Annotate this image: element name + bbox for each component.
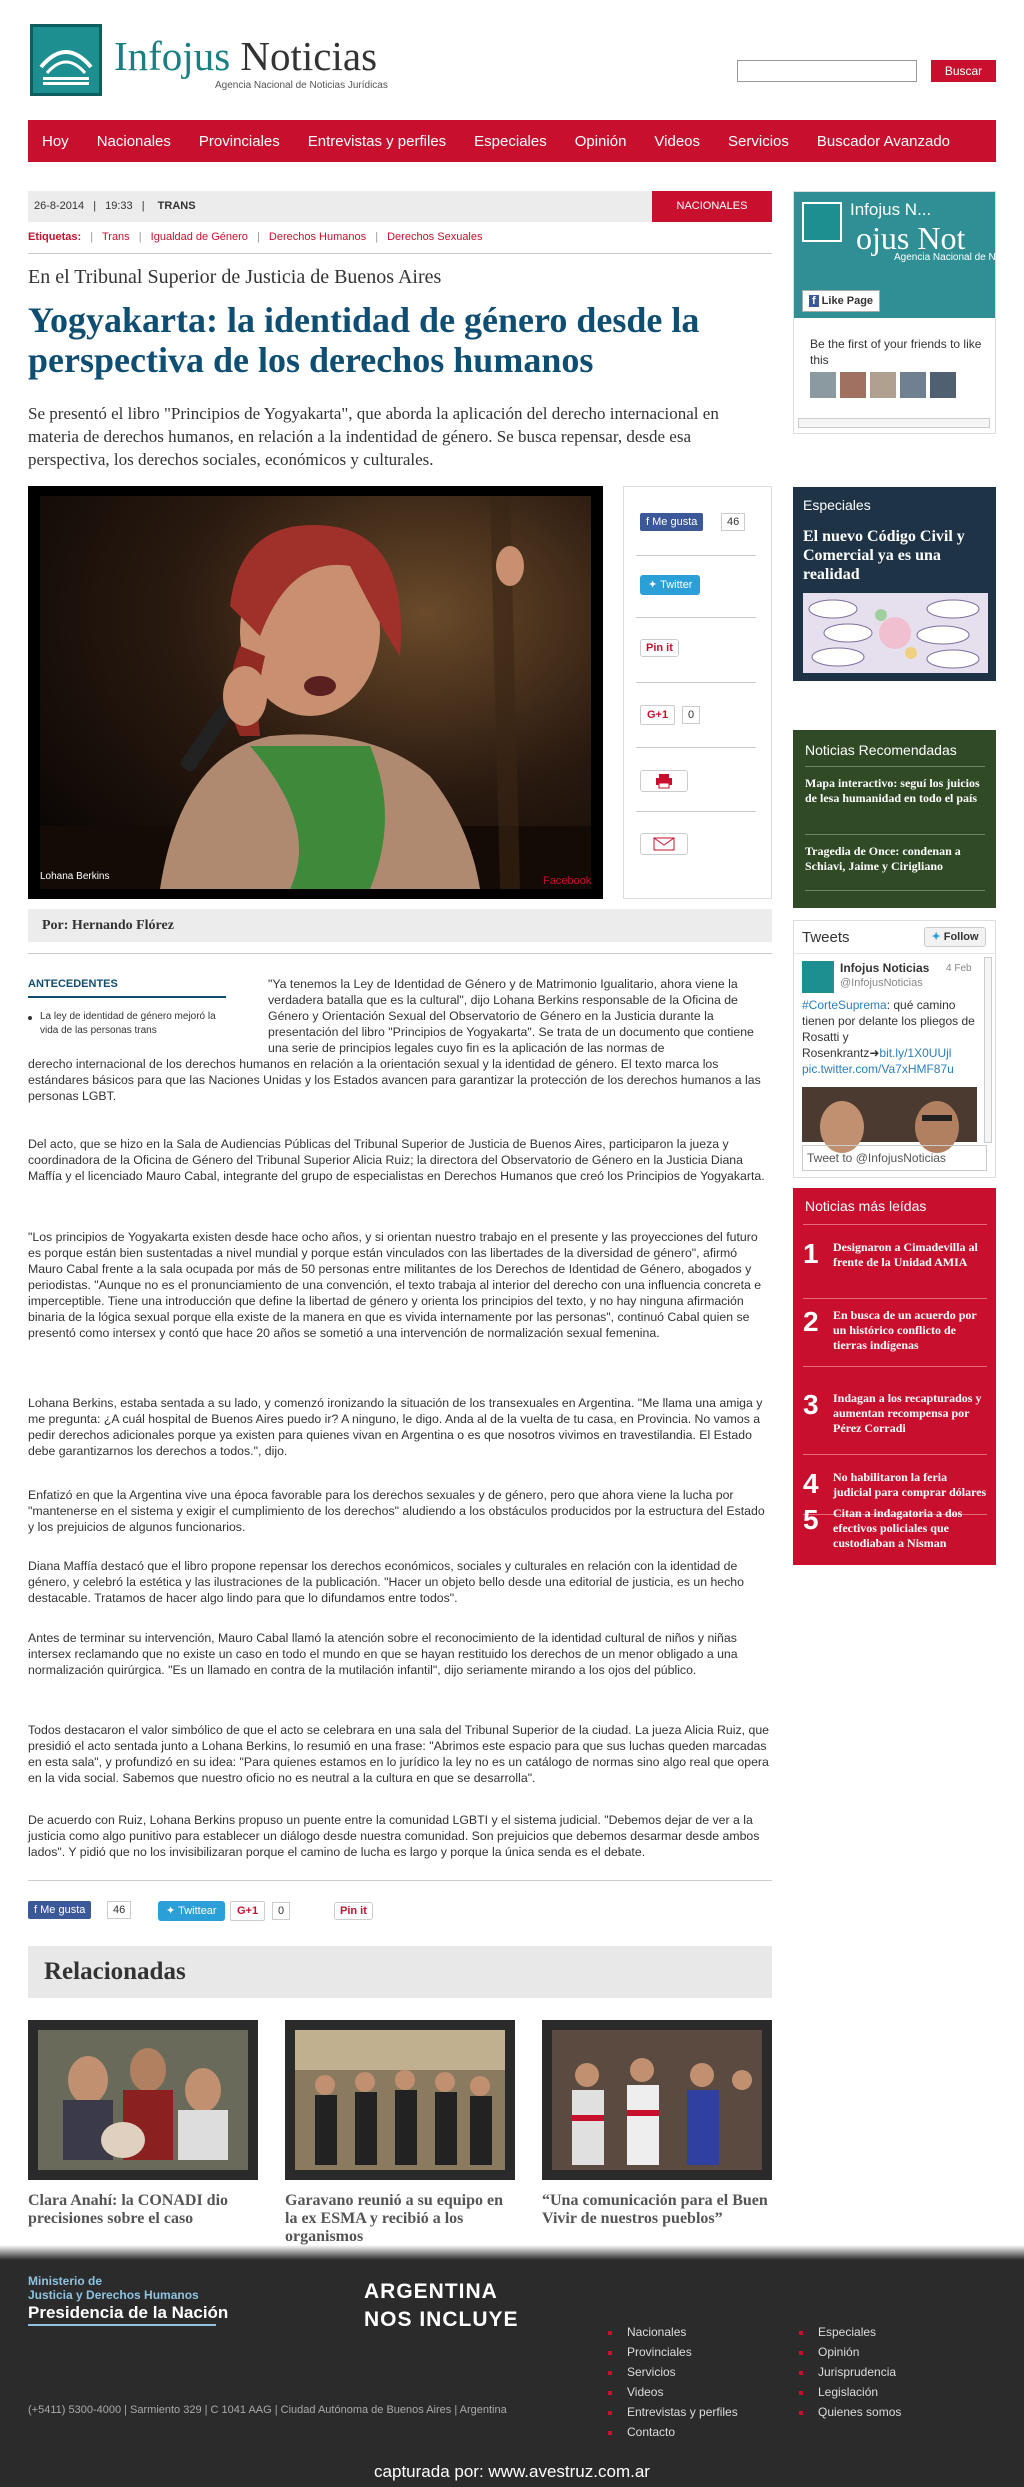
article-paragraph-4: Lohana Berkins, estaba sentada a su lado, y comenzó ironizando la situación de los transexuales en Argentina. "Me llama una amiga y me pregunta: ¿A cuál hospital de Buenos Aires puedo ir? A ninguno, le digo. Anda al de la vuelta de tu casa, en Provincia. No vamos a pedir derechos adicionales porque ya existen para quienes vivan en Argentina o es que nosotros vivimos en travestilandia. El Estado debe garantizarnos los derechos a todos.", dijo. bbox=[28, 1396, 763, 1458]
bullet-icon bbox=[799, 2351, 803, 2355]
footer-presidencia-underline bbox=[28, 2324, 216, 2326]
site-subtitle: Agencia Nacional de Noticias Jurídicas bbox=[215, 80, 388, 91]
section-badge[interactable]: NACIONALES bbox=[652, 191, 772, 222]
nav-item-hoy[interactable]: Hoy bbox=[42, 132, 69, 150]
mas-leida-item-4[interactable]: No habilitaron la feria judicial para comprar dólares bbox=[833, 1470, 987, 1499]
especiales-headline[interactable]: El nuevo Código Civil y Comercial ya es una realidad bbox=[803, 528, 965, 583]
nav-item-buscador[interactable]: Buscador Avanzado bbox=[816, 132, 951, 150]
facebook-like-label: Me gusta bbox=[40, 1904, 86, 1916]
footer-link-entrevistas[interactable]: Entrevistas y perfiles bbox=[627, 2405, 738, 2419]
tweet-author-avatar[interactable] bbox=[802, 961, 834, 993]
recomendada-item-1[interactable]: Mapa interactivo: seguí los juicios de lesa humanidad en todo el país bbox=[805, 776, 980, 805]
meta-separator: | bbox=[141, 200, 145, 212]
tweet-body: : qué camino tienen por delante los pliegos de Rosatti y Rosenkrantz➜ bbox=[802, 998, 975, 1060]
antecedentes-title: ANTECEDENTES bbox=[28, 978, 118, 990]
article-meta bbox=[28, 191, 652, 222]
divider bbox=[636, 682, 756, 683]
bullet-icon bbox=[799, 2391, 803, 2395]
google-plus-count: 0 bbox=[682, 706, 700, 724]
meta-separator: | bbox=[93, 200, 97, 212]
tag-separator: | bbox=[375, 231, 379, 243]
bullet-icon bbox=[608, 2371, 612, 2375]
facebook-icon: f bbox=[809, 295, 819, 307]
bullet-icon bbox=[799, 2411, 803, 2415]
article-paragraph-1: "Ya tenemos la Ley de Identidad de Género y de Matrimonio Igualitario, ahora viene la verdadera batalla que es la cultural", dijo Lohana Berkins responsable de la Oficina de Género y Orientación Sexual del Observatorio de Género en la Justicia durante la presentación del libro "Principios de Yogyakarta". Se trata de un documento que contiene una serie de principios legales cuyo fin es la aplicación de las normas de bbox=[268, 977, 754, 1055]
bullet-icon bbox=[608, 2411, 612, 2415]
related-image-1[interactable] bbox=[28, 2020, 258, 2180]
horizontal-scrollbar[interactable] bbox=[798, 418, 990, 428]
photo-illustration bbox=[40, 496, 591, 889]
facebook-page-avatar bbox=[802, 202, 842, 242]
twitter-icon: ✦ bbox=[931, 931, 944, 943]
nav-item-opinion[interactable]: Opinión bbox=[574, 132, 627, 150]
bullet-icon bbox=[608, 2431, 612, 2435]
divider bbox=[28, 953, 772, 954]
article-kicker: En el Tribunal Superior de Justicia de Buenos Aires bbox=[28, 266, 442, 288]
article-paragraph-8: Todos destacaron el valor simbólico de que el acto se celebrara en una sala del Tribunal Superior de la ciudad. La jueza Alicia Ruiz, que presidió el acto sentada junto a Lohana Berkins, lo resumió en una frase: "Abrimos este espacio para que sus luchas queden marcadas en esta sala", y profundizó en su idea: "Para quienes estamos en lo jurídico la ley no es un catálogo de normas sino algo real que opera en la vida social. Sabemos que nuestro oficio no es neutral a la cultura en que se desarrolla". bbox=[28, 1723, 769, 1785]
bullet-icon bbox=[608, 2351, 612, 2355]
tweet-link[interactable]: bit.ly/1X0UUjl bbox=[879, 1046, 952, 1060]
bullet-icon bbox=[799, 2371, 803, 2375]
related-image-3[interactable] bbox=[542, 2020, 772, 2180]
especiales-image[interactable] bbox=[803, 593, 988, 673]
tweet-author-handle[interactable]: @InfojusNoticias bbox=[840, 977, 923, 989]
pinterest-button-bottom[interactable]: Pin it bbox=[334, 1902, 373, 1920]
tweet-text bbox=[802, 997, 977, 1077]
tweet-media-link[interactable]: pic.twitter.com/Va7xHMF87u bbox=[802, 1062, 954, 1076]
facebook-page-name: Infojus N... bbox=[850, 200, 932, 219]
recomendadas-title: Noticias Recomendadas bbox=[805, 742, 957, 758]
divider bbox=[803, 1454, 987, 1455]
facebook-cover[interactable] bbox=[794, 192, 1007, 318]
tweet-to-input[interactable]: Tweet to @InfojusNoticias bbox=[802, 1145, 987, 1171]
mas-leida-item-1[interactable]: Designaron a Cimadevilla al frente de la Unidad AMIA bbox=[833, 1240, 978, 1269]
article-date: 26-8-2014 bbox=[34, 200, 85, 212]
relacionadas-title: Relacionadas bbox=[28, 1946, 772, 1998]
article-paragraph-3: "Los principios de Yogyakarta existen desde hace ocho años, y si orientan nuestro trabajo en el presente y las proyecciones del futuro es porque están bien sustentadas a nivel mundial y porque están vinculados con las libertades de la diversidad de género", afirmó Mauro Cabal frente a la sala ocupada por más de 50 personas entre militantes de los Derechos de Identidad de Género, abogados y periodistas. "Aunque no es el pronunciamiento de una convención, el texto trabaja al interior del derecho con una influencia concreta e imperceptible. Tiene una introducción que define la libertad de género y orienta los principios del texto, y no hay ninguna afirmación binaria de la lógica sexual porque ella existe de la manera en que es vivida internamente por las personas", continuó Cabal quien se presentó como intersex y contó que hace 20 años se sometió a una intervención de normalización sexual femenina. bbox=[28, 1230, 762, 1340]
divider bbox=[636, 555, 756, 556]
footer-link-contacto[interactable]: Contacto bbox=[627, 2425, 676, 2439]
divider bbox=[805, 834, 985, 835]
recomendada-item-2[interactable]: Tragedia de Once: condenan a Schiavi, Jaime y Cirigliano bbox=[805, 844, 961, 873]
facebook-cover-text: ojus Not bbox=[856, 220, 966, 256]
facebook-like-page-label: Like Page bbox=[821, 295, 874, 307]
tag-separator: | bbox=[138, 231, 142, 243]
facebook-like-label: Me gusta bbox=[652, 516, 698, 528]
mail-icon bbox=[653, 837, 675, 851]
footer-link-quienes-somos[interactable]: Quienes somos bbox=[818, 2405, 902, 2419]
capture-watermark: capturada por: www.avestruz.com.ar bbox=[374, 2462, 650, 2481]
bullet-icon bbox=[608, 2331, 612, 2335]
tag-separator: | bbox=[90, 231, 94, 243]
article-paragraph-5: Enfatizó en que la Argentina vive una época favorable para los derechos sexuales y de género, pero que ahora viene la lucha por "mantenerse en el sistema y exigir el cumplimiento de los derechos" aludiendo a los obstáculos producidos por la estructura del Estado y los prejuicios de algunos funcionarios. bbox=[28, 1488, 765, 1534]
footer-link-nacionales[interactable]: Nacionales bbox=[627, 2325, 687, 2339]
divider bbox=[803, 1298, 987, 1299]
footer-link-especiales[interactable]: Especiales bbox=[818, 2325, 877, 2339]
footer-link-jurisprudencia[interactable]: Jurisprudencia bbox=[818, 2365, 897, 2379]
rank-number: 1 bbox=[803, 1238, 819, 1269]
divider bbox=[794, 953, 995, 954]
antecedentes-link[interactable]: La ley de identidad de género mejoró la vida de las personas trans bbox=[40, 1011, 216, 1036]
article-photo bbox=[28, 486, 603, 899]
rank-number: 3 bbox=[803, 1389, 819, 1420]
tweets-title: Tweets bbox=[802, 929, 850, 946]
site-name[interactable]: Infojus Noticias bbox=[114, 33, 378, 79]
twitter-follow-label: Follow bbox=[943, 931, 979, 943]
facebook-cover-subtitle: Agencia Nacional de Noti bbox=[894, 252, 1007, 263]
footer-link-servicios[interactable]: Servicios bbox=[627, 2365, 676, 2379]
print-button[interactable] bbox=[640, 770, 688, 792]
facebook-like-count: 46 bbox=[721, 513, 745, 531]
friend-avatar[interactable] bbox=[900, 372, 926, 398]
divider bbox=[636, 617, 756, 618]
nav-item-provinciales[interactable]: Provinciales bbox=[198, 132, 280, 150]
article-category[interactable]: TRANS bbox=[157, 200, 196, 212]
nav-item-especiales[interactable]: Especiales bbox=[474, 132, 547, 150]
rank-number: 5 bbox=[803, 1504, 819, 1535]
vertical-scrollbar[interactable] bbox=[984, 957, 992, 1143]
twitter-widget bbox=[793, 920, 996, 1178]
divider bbox=[28, 253, 772, 254]
recomendadas-widget bbox=[793, 730, 996, 908]
friend-avatar[interactable] bbox=[840, 372, 866, 398]
tweet-date[interactable]: 4 Feb bbox=[946, 963, 972, 974]
article-paragraph-2: Del acto, que se hizo en la Sala de Audiencias Públicas del Tribunal Superior de Justicia de Buenos Aires, participaron la jueza y coordinadora de la Oficina de Género del Tribunal Superior Alicia Ruiz; la directora del Observatorio de Género en la Justicia Diana Maffía y el licenciado Mauro Cabal, integrante del grupo de especialistas en Derechos Humanos que creó los Principios de Yogyakarta. bbox=[28, 1137, 765, 1183]
search-button[interactable]: Buscar bbox=[931, 60, 996, 82]
tag-igualdad-genero[interactable]: Igualdad de Género bbox=[150, 231, 248, 243]
nav-item-nacionales[interactable]: Nacionales bbox=[96, 132, 171, 150]
mas-leidas-widget bbox=[793, 1188, 996, 1565]
nav-item-entrevistas[interactable]: Entrevistas y perfiles bbox=[307, 132, 447, 150]
google-plus-button[interactable]: G+1 bbox=[640, 705, 675, 725]
divider bbox=[805, 890, 985, 891]
tag-trans[interactable]: Trans bbox=[101, 231, 130, 243]
twitter-share-button[interactable] bbox=[640, 575, 700, 595]
tag-separator: | bbox=[256, 231, 260, 243]
mas-leida-item-3[interactable]: Indagan a los recapturados y aumentan recompensa por Pérez Corradi bbox=[833, 1391, 982, 1435]
tags-row bbox=[28, 231, 483, 243]
footer-address: (+5411) 5300-4000 | Sarmiento 329 | C 1041 AAG | Ciudad Autónoma de Buenos Aires | Argentina bbox=[28, 2404, 507, 2416]
divider bbox=[805, 766, 985, 767]
related-title-2[interactable]: Garavano reunió a su equipo en la ex ESMA y recibió a los organismos bbox=[285, 2192, 503, 2245]
especiales-title: Especiales bbox=[803, 497, 871, 513]
friend-avatar[interactable] bbox=[870, 372, 896, 398]
twitter-icon: ✦ bbox=[166, 1905, 179, 1917]
google-plus-button-bottom[interactable]: G+1 bbox=[230, 1901, 265, 1921]
print-icon bbox=[654, 774, 674, 788]
divider bbox=[28, 1880, 772, 1881]
article-author: Por: Hernando Flórez bbox=[28, 909, 772, 942]
facebook-page-widget bbox=[793, 191, 1007, 434]
bullet-icon bbox=[608, 2391, 612, 2395]
nav-item-videos[interactable]: Videos bbox=[654, 132, 701, 150]
facebook-like-button[interactable] bbox=[640, 513, 703, 531]
article-paragraph-7: Antes de terminar su intervención, Mauro Cabal llamó la atención sobre el reconocimiento de la identidad cultural de niños y niñas intersex reclamando que no existe un caso en todo el mundo en que se hayan restituido los derechos de un menor obligado a una normalización quirúrgica. "Es un llamado en contra de la mutilación infantil", dijo seriamente mirando a los ojos del público. bbox=[28, 1631, 738, 1677]
especiales-widget bbox=[793, 487, 996, 681]
footer-presidencia[interactable]: Presidencia de la Nación bbox=[28, 2303, 229, 2322]
tags-label: Etiquetas: bbox=[28, 231, 82, 243]
facebook-icon: f bbox=[646, 516, 653, 528]
twitter-icon: ✦ bbox=[648, 579, 661, 591]
twitter-share-label: Twittear bbox=[178, 1905, 217, 1917]
facebook-like-count: 46 bbox=[107, 1901, 131, 1919]
site-logo[interactable] bbox=[30, 24, 102, 96]
twitter-follow-button[interactable] bbox=[924, 927, 986, 947]
photo-credit[interactable]: Facebook bbox=[543, 875, 592, 887]
search-input[interactable] bbox=[737, 60, 917, 82]
facebook-like-button-bottom[interactable] bbox=[28, 1901, 91, 1919]
divider bbox=[636, 747, 756, 748]
tweet-author-name[interactable]: Infojus Noticias bbox=[840, 961, 930, 975]
facebook-icon: f bbox=[34, 1904, 41, 1916]
twitter-share-button-bottom[interactable] bbox=[158, 1901, 225, 1921]
argentina-logo-line1: ARGENTINA bbox=[364, 2280, 498, 2303]
bullet-icon bbox=[799, 2331, 803, 2335]
email-button[interactable] bbox=[640, 833, 688, 855]
footer-link-provinciales[interactable]: Provinciales bbox=[627, 2345, 692, 2359]
article-headline: Yogyakarta: la identidad de género desde la perspectiva de los derechos humanos bbox=[28, 300, 700, 380]
ministerio-line2: Justicia y Derechos Humanos bbox=[28, 2288, 199, 2302]
mas-leida-item-5[interactable]: Citan a indagatoria a dos efectivos policiales que custodiaban a Nisman bbox=[833, 1506, 963, 1550]
related-title-3[interactable]: “Una comunicación para el Buen Vivir de nuestros pueblos” bbox=[542, 2192, 768, 2227]
tweet-image[interactable] bbox=[802, 1087, 977, 1142]
nav-item-servicios[interactable]: Servicios bbox=[728, 132, 789, 150]
related-title-1[interactable]: Clara Anahí: la CONADI dio precisiones sobre el caso bbox=[28, 2192, 229, 2227]
twitter-share-label: Twitter bbox=[660, 579, 693, 591]
bullet-icon bbox=[28, 1016, 32, 1020]
footer-link-videos[interactable]: Videos bbox=[627, 2385, 664, 2399]
mas-leida-item-2[interactable]: En busca de un acuerdo por un histórico conflicto de tierras indígenas bbox=[833, 1308, 977, 1352]
footer-link-legislacion[interactable]: Legislación bbox=[818, 2385, 879, 2399]
google-plus-count: 0 bbox=[272, 1902, 290, 1920]
friend-avatar[interactable] bbox=[930, 372, 956, 398]
tag-derechos-sexuales[interactable]: Derechos Sexuales bbox=[387, 231, 483, 243]
footer-link-opinion[interactable]: Opinión bbox=[818, 2345, 860, 2359]
divider bbox=[636, 811, 756, 812]
rank-number: 4 bbox=[803, 1468, 819, 1499]
share-panel bbox=[623, 486, 772, 899]
divider bbox=[803, 1366, 987, 1367]
article-paragraph-1-cont: derecho internacional de los derechos humanos en relación a la orientación sexual y la identidad de género. El texto marca los estándares básicos para que las Naciones Unidas y los Estados avancen para garantizar la protección de los derechos humanos a las personas LGBT. bbox=[28, 1057, 761, 1103]
article-time: 19:33 bbox=[105, 200, 133, 212]
divider bbox=[803, 1224, 987, 1225]
ministerio-line1: Ministerio de bbox=[28, 2274, 103, 2288]
pinterest-button[interactable]: Pin it bbox=[640, 639, 679, 657]
main-nav bbox=[28, 120, 996, 162]
facebook-first-friend-text: Be the first of your friends to like this bbox=[810, 337, 982, 367]
photo-caption: Lohana Berkins bbox=[40, 871, 110, 882]
rank-number: 2 bbox=[803, 1306, 819, 1337]
footer-ministerio[interactable] bbox=[28, 2274, 199, 2302]
mas-leidas-title: Noticias más leídas bbox=[805, 1198, 927, 1214]
footer-fade bbox=[0, 2245, 1024, 2260]
friend-avatar[interactable] bbox=[810, 372, 836, 398]
tweet-hashtag[interactable]: #CorteSuprema bbox=[802, 998, 887, 1012]
article-paragraph-6: Diana Maffía destacó que el libro propone repensar los derechos económicos, sociales y culturales en relación con la identidad de género, y celebró la estética y las ilustraciones de la publicación. "Hacer un objeto bello desde una editorial de justicia, es un hecho destacable. Tratamos de hacer algo lindo para que lo difundamos entre todos". bbox=[28, 1559, 744, 1605]
article-lead: Se presentó el libro "Principios de Yogyakarta", que aborda la aplicación del derecho internacional en materia de derechos humanos, en relación a la indentidad de género. Se busca repensar, desde esa perspectiva, los derechos sociales, económicos y culturales. bbox=[28, 404, 719, 469]
tag-derechos-humanos[interactable]: Derechos Humanos bbox=[268, 231, 367, 243]
antecedentes-underline bbox=[28, 996, 226, 998]
related-image-2[interactable] bbox=[285, 2020, 515, 2180]
argentina-logo-line2: NOS INCLUYE bbox=[364, 2308, 519, 2331]
facebook-like-page-button[interactable] bbox=[802, 290, 880, 312]
article-paragraph-9: De acuerdo con Ruiz, Lohana Berkins propuso un puente entre la comunidad LGBTI y el sistema judicial. "Debemos dejar de ver a la justicia como algo punitivo para establecer un diálogo desde nuestra comunidad. Son prejuicios que debemos desarmar desde ambos lados". Y pidió que no los invisibilizaran porque el camino de lucha es largo y porque la única senda es el debate. bbox=[28, 1813, 760, 1859]
